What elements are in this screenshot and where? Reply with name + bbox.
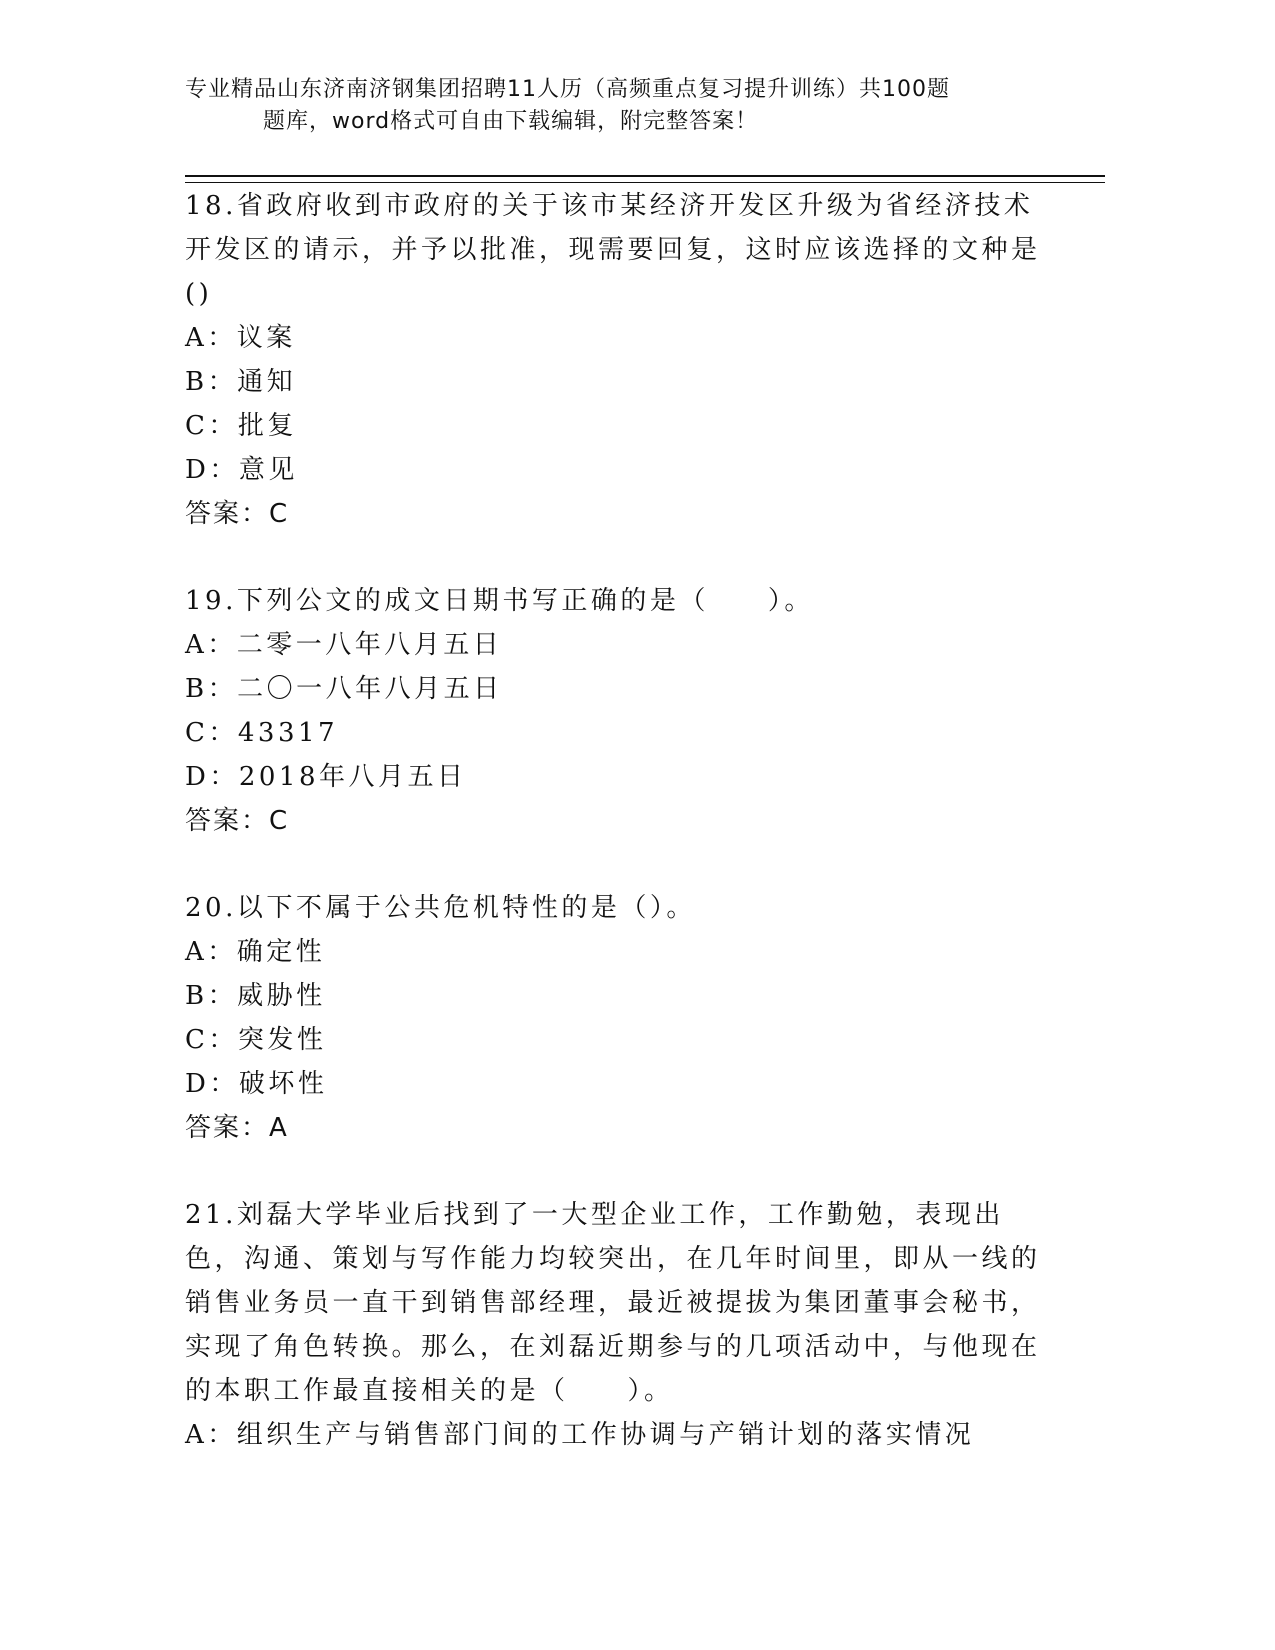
question-21 bbox=[185, 1193, 1045, 1457]
question-text: 18.省政府收到市政府的关于该市某经济开发区升级为省经济技术开发区的请示，并予以批准，现需要回复，这时应该选择的文种是() bbox=[185, 191, 1041, 309]
question-spacer bbox=[185, 1150, 1045, 1193]
option-a: A：组织生产与销售部门间的工作协调与产销计划的落实情况 bbox=[185, 1420, 975, 1450]
option-a: A：二零一八年八月五日 bbox=[185, 630, 503, 660]
option-c: C：43317 bbox=[185, 718, 339, 748]
option-d: D：意见 bbox=[185, 455, 298, 485]
question-list bbox=[185, 184, 1045, 1457]
question-spacer bbox=[185, 843, 1045, 886]
question-spacer bbox=[185, 536, 1045, 579]
header-title-line2: 题库，word格式可自由下载编辑，附完整答案！ bbox=[263, 109, 759, 134]
question-20 bbox=[185, 886, 1045, 1150]
option-d: D：破坏性 bbox=[185, 1069, 328, 1099]
option-a: A：确定性 bbox=[185, 937, 326, 967]
option-c: C：批复 bbox=[185, 411, 297, 441]
answer-line: 答案：C bbox=[185, 806, 290, 836]
answer-line: 答案：C bbox=[185, 499, 290, 529]
option-b: B：威胁性 bbox=[185, 981, 326, 1011]
option-d: D：2018年八月五日 bbox=[185, 762, 467, 792]
option-b: B：通知 bbox=[185, 367, 297, 397]
header-rule-thick bbox=[185, 175, 1105, 177]
question-text: 20.以下不属于公共危机特性的是（）。 bbox=[185, 893, 696, 923]
question-18 bbox=[185, 184, 1045, 536]
document-header bbox=[185, 74, 1045, 138]
header-rule-thin bbox=[185, 182, 1105, 183]
answer-line: 答案：A bbox=[185, 1113, 289, 1143]
header-title-line1: 专业精品山东济南济钢集团招聘11人历（高频重点复习提升训练）共100题 bbox=[185, 77, 950, 102]
option-a: A：议案 bbox=[185, 323, 296, 353]
question-text: 19.下列公文的成文日期书写正确的是（ ）。 bbox=[185, 586, 814, 616]
option-b: B：二〇一八年八月五日 bbox=[185, 674, 503, 704]
option-c: C：突发性 bbox=[185, 1025, 327, 1055]
question-text: 21.刘磊大学毕业后找到了一大型企业工作，工作勤勉，表现出色，沟通、策划与写作能力均较突出，在几年时间里，即从一线的销售业务员一直干到销售部经理，最近被提拔为集团董事会秘书，实现了角色转换。那么，在刘磊近期参与的几项活动中，与他现在的本职工作最直接相关的是（ ）。 bbox=[185, 1200, 1041, 1406]
question-19 bbox=[185, 579, 1045, 843]
